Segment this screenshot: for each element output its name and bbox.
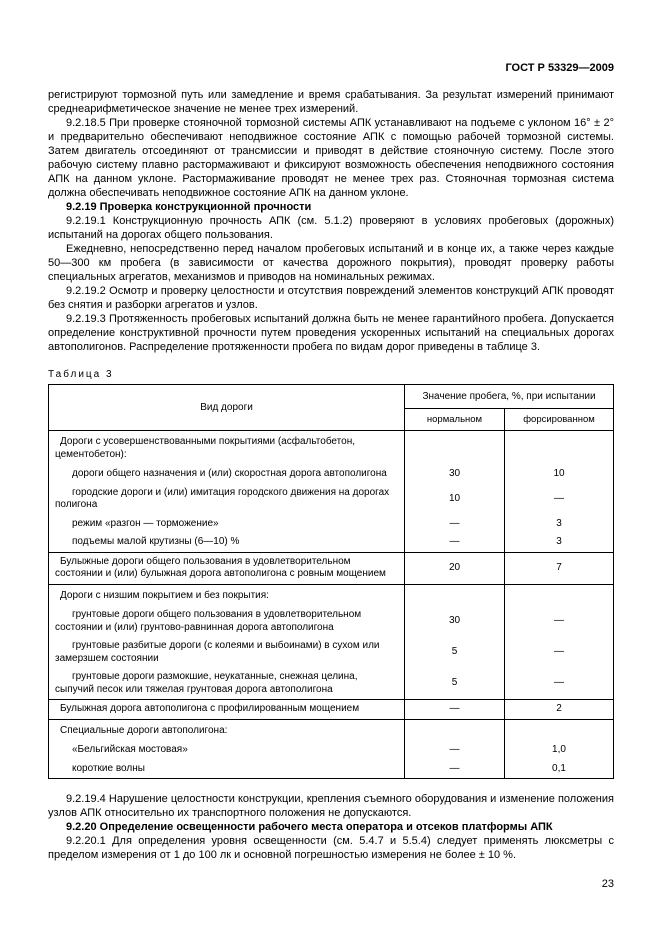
normal-test-value-cell: 10 xyxy=(405,484,505,515)
normal-test-value-cell xyxy=(405,719,505,741)
col-header-forced: форсированном xyxy=(505,409,614,431)
document-header: ГОСТ Р 53329—2009 xyxy=(505,62,614,74)
road-type-cell: подъемы малой крутизны (6—10) % xyxy=(49,533,405,552)
table-row xyxy=(49,668,614,700)
road-type-cell: короткие волны xyxy=(49,760,405,779)
forced-test-value-cell xyxy=(505,719,614,741)
normal-test-value-cell xyxy=(405,431,505,466)
road-type-cell: дороги общего назначения и (или) скоростная дорога автополигона xyxy=(49,465,405,484)
table-row xyxy=(49,606,614,637)
table-row xyxy=(49,431,614,466)
normal-test-value-cell: — xyxy=(405,700,505,720)
road-type-cell: грунтовые дороги размокшие, неукатанные, снежная целина, сыпучий песок или тяжелая грунтовая дорога автополигона xyxy=(49,668,405,700)
section-heading: 9.2.20 Определение освещенности рабочего места оператора и отсеков платформы АПК xyxy=(66,821,553,833)
paragraphs-top xyxy=(48,88,614,354)
col-header-road-type: Вид дороги xyxy=(49,385,405,431)
table-header xyxy=(49,385,614,431)
table-row xyxy=(49,637,614,668)
normal-test-value-cell: 5 xyxy=(405,668,505,700)
normal-test-value-cell: 30 xyxy=(405,465,505,484)
forced-test-value-cell: — xyxy=(505,668,614,700)
table-row xyxy=(49,760,614,779)
forced-test-value-cell: 3 xyxy=(505,515,614,534)
paragraphs-bottom xyxy=(48,792,614,862)
table-row xyxy=(49,465,614,484)
col-header-normal: нормальном xyxy=(405,409,505,431)
col-header-value-group: Значение пробега, %, при испытании xyxy=(405,385,614,409)
road-type-cell: «Бельгийская мостовая» xyxy=(49,741,405,760)
table-row xyxy=(49,515,614,534)
table-row xyxy=(49,741,614,760)
page-number: 23 xyxy=(601,878,614,890)
mileage-distribution-table xyxy=(48,384,614,779)
forced-test-value-cell: — xyxy=(505,606,614,637)
normal-test-value-cell: 5 xyxy=(405,637,505,668)
road-type-cell: грунтовые дороги общего пользования в удовлетворительном состоянии и (или) грунтово-равнинная дорога автополигона xyxy=(49,606,405,637)
normal-test-value-cell: — xyxy=(405,760,505,779)
table-row xyxy=(49,584,614,606)
road-type-cell: городские дороги и (или) имитация городского движения на дорогах полигона xyxy=(49,484,405,515)
table-row xyxy=(49,700,614,720)
table-caption: Таблица 3 xyxy=(48,369,114,380)
road-type-cell: Булыжные дороги общего пользования в удовлетворительном состоянии и (или) булыжная дорога автополигона с ровным мощением xyxy=(49,552,405,584)
forced-test-value-cell xyxy=(505,431,614,466)
section-heading: 9.2.19 Проверка конструкционной прочности xyxy=(66,201,312,213)
forced-test-value-cell: 0,1 xyxy=(505,760,614,779)
forced-test-value-cell: — xyxy=(505,637,614,668)
forced-test-value-cell: 7 xyxy=(505,552,614,584)
paragraph: 9.2.19.3 Протяженность пробеговых испытаний должна быть не менее гарантийного пробега. Допускается определение конструктивной прочности путем проведения ускоренных испытаний на специальных дорогах автополигонов. Распределение протяженности пробега по видам дорог приведены в таблице 3. xyxy=(48,313,614,353)
normal-test-value-cell: 30 xyxy=(405,606,505,637)
table-row xyxy=(49,719,614,741)
paragraph: 9.2.19.4 Нарушение целостности конструкции, крепления съемного оборудования и изменение положения узлов АПК относительно их транспортного положения не допускаются. xyxy=(48,793,614,819)
paragraph: 9.2.20.1 Для определения уровня освещенности (см. 5.4.7 и 5.5.4) следует применять люксметры с пределом измерения от 1 до 100 лк и основной погрешностью измерения не более ± 10 %. xyxy=(48,835,614,861)
paragraph: регистрируют тормозной путь или замедление и время срабатывания. За результат измерений принимают среднеарифметическое значение не менее трех измерений. xyxy=(48,89,614,115)
table-row xyxy=(49,533,614,552)
forced-test-value-cell: 10 xyxy=(505,465,614,484)
forced-test-value-cell: — xyxy=(505,484,614,515)
normal-test-value-cell: — xyxy=(405,741,505,760)
road-type-cell: Дороги с низшим покрытием и без покрытия: xyxy=(49,584,405,606)
paragraph: 9.2.19.1 Конструкционную прочность АПК (см. 5.1.2) проверяют в условиях пробеговых (дорожных) испытаний на дорогах общего пользования. xyxy=(48,215,614,241)
road-type-cell: грунтовые разбитые дороги (с колеями и выбоинами) в сухом или замерзшем состоянии xyxy=(49,637,405,668)
normal-test-value-cell: — xyxy=(405,533,505,552)
normal-test-value-cell xyxy=(405,584,505,606)
normal-test-value-cell: — xyxy=(405,515,505,534)
forced-test-value-cell: 3 xyxy=(505,533,614,552)
forced-test-value-cell xyxy=(505,584,614,606)
road-type-cell: Дороги с усовершенствованными покрытиями (асфальтобетон, цементобетон): xyxy=(49,431,405,466)
table-body xyxy=(49,431,614,779)
paragraph: 9.2.18.5 При проверке стояночной тормозной системы АПК устанавливают на подъеме с уклоном 16° ± 2° и предварительно обеспечивают неподвижное состояние АПК с помощью рабочей тормозной системы. Затем двигатель отсоединяют от трансмиссии и приводят в действие стояночную систему. После этого рабочую систему плавно растормаживают и фиксируют возможность обеспечения неподвижного состояния АПК на данном уклоне. Растормаживание проводят не менее трех раз. Стояночная тормозная система должна обеспечивать неподвижное состояние АПК на данном уклоне. xyxy=(48,117,614,199)
table-row xyxy=(49,552,614,584)
road-type-cell: Булыжная дорога автополигона с профилированным мощением xyxy=(49,700,405,720)
paragraph: Ежедневно, непосредственно перед началом пробеговых испытаний и в конце их, а также через каждые 50—300 км пробега (в зависимости от качества дорожного покрытия), проводят проверку работы специальных агрегатов, механизмов и приводов на номинальных режимах. xyxy=(48,243,614,283)
road-type-cell: режим «разгон — торможение» xyxy=(49,515,405,534)
table-row xyxy=(49,484,614,515)
normal-test-value-cell: 20 xyxy=(405,552,505,584)
forced-test-value-cell: 1,0 xyxy=(505,741,614,760)
road-type-cell: Специальные дороги автополигона: xyxy=(49,719,405,741)
paragraph: 9.2.19.2 Осмотр и проверку целостности и отсутствия повреждений элементов конструкций АПК проводят без снятия и разборки агрегатов и узлов. xyxy=(48,285,614,311)
forced-test-value-cell: 2 xyxy=(505,700,614,720)
